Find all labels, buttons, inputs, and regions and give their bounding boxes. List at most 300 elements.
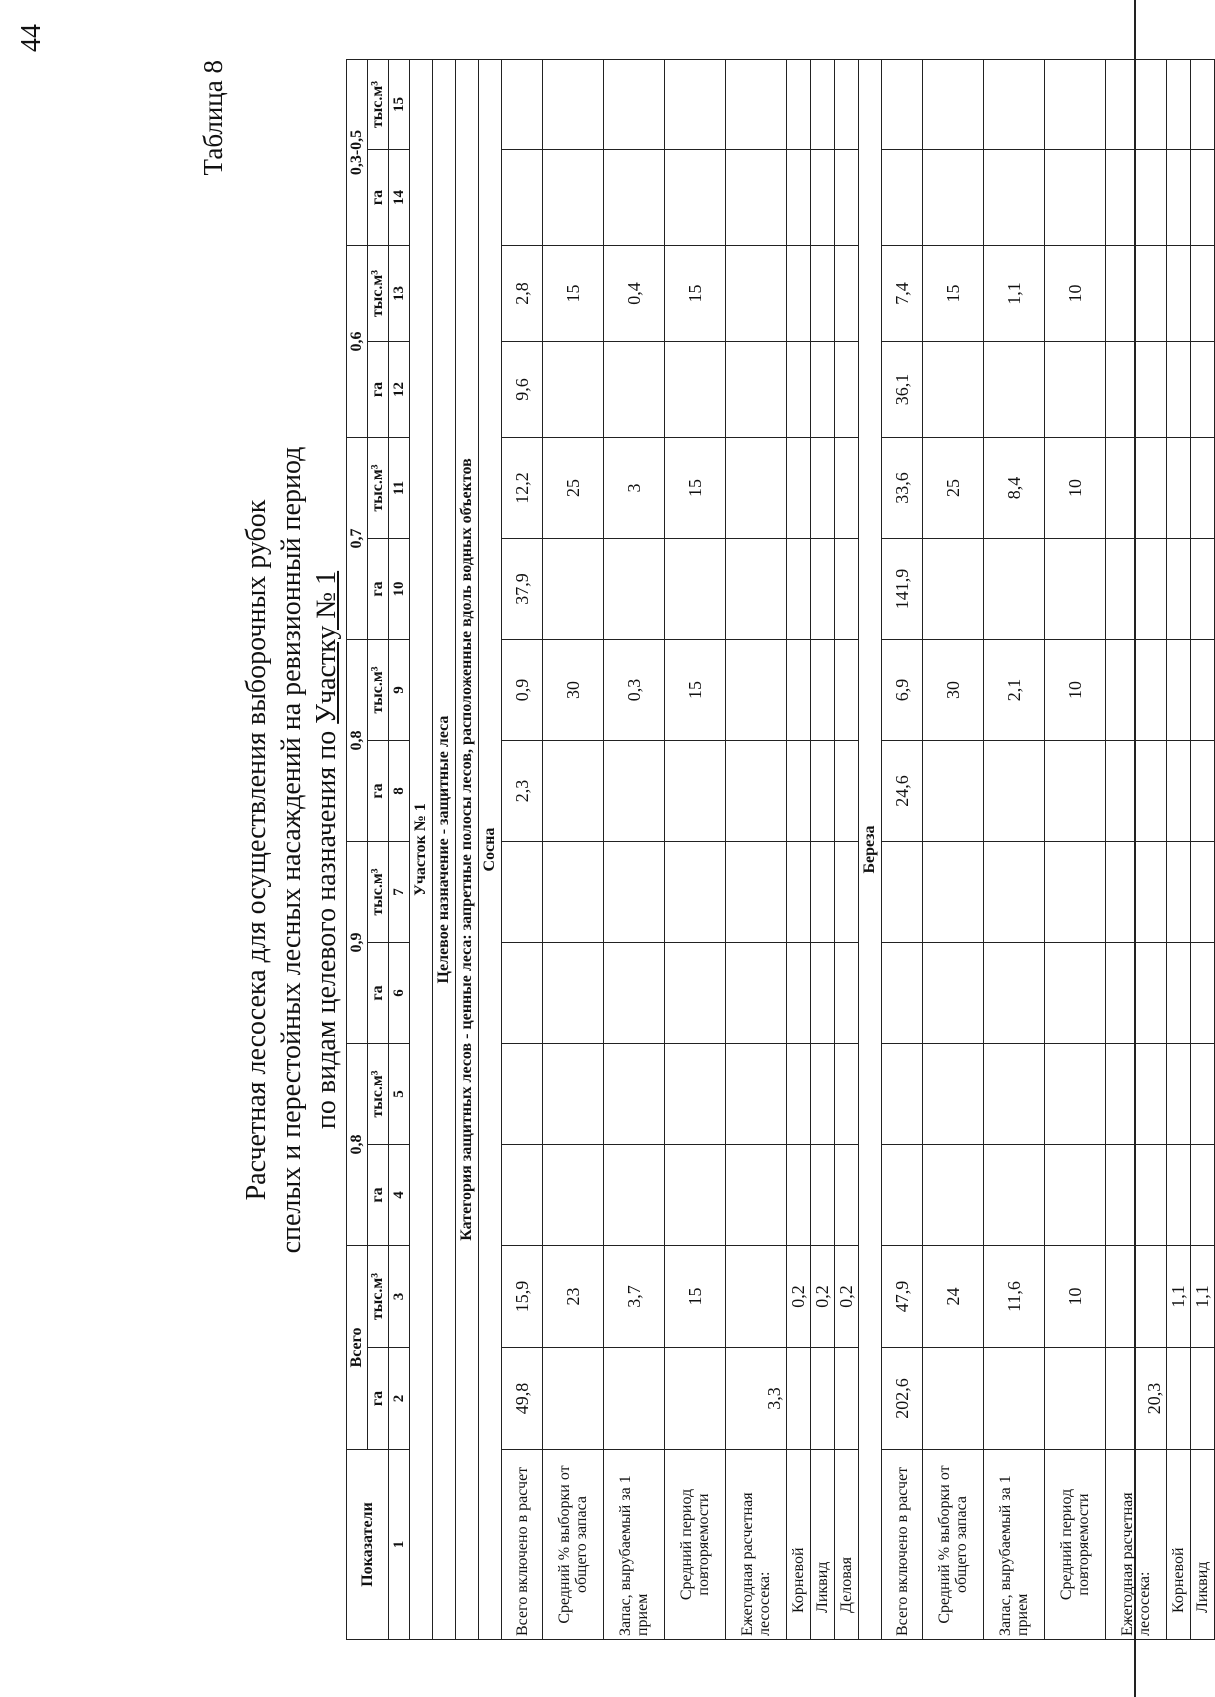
table-cell (1106, 842, 1167, 943)
column-number: 9 (389, 640, 410, 741)
table-cell (835, 842, 859, 943)
table-cell (1191, 943, 1215, 1044)
table-cell (726, 640, 787, 741)
row-label: Корневой (1167, 1450, 1191, 1640)
table-cell (984, 1145, 1045, 1246)
table-cell (787, 150, 811, 246)
unit-vol: тыс.м³ (368, 640, 389, 741)
table-cell (1167, 246, 1191, 342)
table-row (726, 59, 787, 1639)
table-cell: 20,3 (1106, 1348, 1167, 1450)
section-category: Категория защитных лесов - ценные леса: запретные полосы лесов, расположенные вдоль водных объектов (456, 59, 479, 1639)
row-label: Деловая (835, 1450, 859, 1640)
table-cell (1045, 1044, 1106, 1145)
table-cell (1191, 539, 1215, 640)
table-cell (604, 943, 665, 1044)
unit-ha: га (368, 342, 389, 438)
table-cell: 15,9 (502, 1246, 543, 1348)
title-line-2: спелых и перестойных лесных насаждений на ревизионный период (276, 446, 307, 1254)
header-group-5: 0,6 (347, 246, 368, 438)
table-cell (1191, 1044, 1215, 1145)
table-cell (1106, 741, 1167, 842)
unit-ha: га (368, 539, 389, 640)
table-cell (1191, 842, 1215, 943)
table-cell: 15 (923, 246, 984, 342)
table-cell (787, 539, 811, 640)
table-cell (502, 1145, 543, 1246)
title-line-3-underlined: Участку № 1 (311, 570, 342, 724)
table-cell (665, 943, 726, 1044)
table-cell (502, 59, 543, 149)
rotated-page-content (50, 60, 1212, 1640)
unit-ha: га (368, 741, 389, 842)
row-label: Запас, вырубаемый за 1 прием (984, 1450, 1045, 1640)
row-label: Средний % выборки от общего запаса (543, 1450, 604, 1640)
table-cell (1045, 342, 1106, 438)
table-cell (811, 1348, 835, 1450)
table-cell: 202,6 (882, 1348, 923, 1450)
title-line-1: Расчетная лесосека для осуществления выборочных рубок (241, 499, 272, 1201)
table-cell (726, 539, 787, 640)
table-cell (1106, 1145, 1167, 1246)
table-cell (502, 943, 543, 1044)
table-cell (1191, 741, 1215, 842)
table-cell: 15 (543, 246, 604, 342)
column-number: 3 (389, 1246, 410, 1348)
table-cell (811, 246, 835, 342)
unit-vol: тыс.м³ (368, 59, 389, 149)
table-cell (665, 150, 726, 246)
table-cell (811, 150, 835, 246)
table-cell (726, 1044, 787, 1145)
unit-ha: га (368, 1145, 389, 1246)
table-cell (726, 150, 787, 246)
table-cell (811, 438, 835, 539)
table-cell (665, 1348, 726, 1450)
table-cell (1045, 59, 1106, 149)
table-cell (787, 741, 811, 842)
row-label: Ликвид (1191, 1450, 1215, 1640)
table-cell (1106, 438, 1167, 539)
table-cell: 0,3 (604, 640, 665, 741)
table-cell (1167, 943, 1191, 1044)
table-cell (1106, 59, 1167, 149)
table-cell (1167, 342, 1191, 438)
table-cell (604, 842, 665, 943)
header-row-column-numbers (389, 59, 410, 1639)
table-cell (787, 1145, 811, 1246)
table-cell (543, 943, 604, 1044)
table-cell (787, 246, 811, 342)
table-cell (923, 59, 984, 149)
table-cell (835, 438, 859, 539)
table-cell (604, 1044, 665, 1145)
species-row (479, 59, 502, 1639)
header-row-groups (347, 59, 368, 1639)
table-cell (1045, 741, 1106, 842)
row-label: Запас, вырубаемый за 1 прием (604, 1450, 665, 1640)
table-cell: 3,7 (604, 1246, 665, 1348)
table-cell (543, 59, 604, 149)
table-cell (726, 342, 787, 438)
table-cell: 1,1 (1167, 1246, 1191, 1348)
header-group-2: 0,9 (347, 842, 368, 1044)
table-row (787, 59, 811, 1639)
unit-vol: тыс.м³ (368, 1246, 389, 1348)
section-category-row (456, 59, 479, 1639)
table-cell (1191, 150, 1215, 246)
table-cell (811, 741, 835, 842)
table-cell: 3 (604, 438, 665, 539)
row-label: Корневой (787, 1450, 811, 1640)
table-cell (835, 59, 859, 149)
cutting-area-table (346, 59, 1215, 1640)
table-cell (811, 342, 835, 438)
table-cell (1167, 1348, 1191, 1450)
table-cell: 1,1 (984, 246, 1045, 342)
column-number: 8 (389, 741, 410, 842)
table-cell: 49,8 (502, 1348, 543, 1450)
table-cell (835, 1145, 859, 1246)
table-cell (984, 539, 1045, 640)
table-row (835, 59, 859, 1639)
unit-ha: га (368, 943, 389, 1044)
table-cell (604, 342, 665, 438)
column-number: 15 (389, 59, 410, 149)
table-cell (835, 1348, 859, 1450)
row-label: Ликвид (811, 1450, 835, 1640)
table-cell (787, 59, 811, 149)
table-cell (543, 150, 604, 246)
table-cell (1106, 246, 1167, 342)
table-cell (1167, 539, 1191, 640)
table-cell (726, 59, 787, 149)
table-cell (604, 1145, 665, 1246)
table-cell (1167, 438, 1191, 539)
table-cell (787, 1044, 811, 1145)
column-number: 10 (389, 539, 410, 640)
table-cell: 1,1 (1191, 1246, 1215, 1348)
unit-vol: тыс.м³ (368, 842, 389, 943)
species-label: Сосна (479, 59, 502, 1639)
unit-ha: га (368, 150, 389, 246)
table-cell (787, 640, 811, 741)
table-cell (1167, 640, 1191, 741)
table-cell (1167, 150, 1191, 246)
table-cell (835, 1044, 859, 1145)
table-cell: 25 (543, 438, 604, 539)
table-cell (835, 943, 859, 1044)
table-cell (787, 842, 811, 943)
table-cell (543, 539, 604, 640)
table-cell: 15 (665, 438, 726, 539)
table-cell (882, 1145, 923, 1246)
row-label: Средний период повторяемости (1045, 1450, 1106, 1640)
table-row (1191, 59, 1215, 1639)
section-site-row (410, 59, 433, 1639)
table-cell (984, 1044, 1045, 1145)
table-cell (604, 741, 665, 842)
table-cell: 10 (1045, 640, 1106, 741)
table-row (1106, 59, 1167, 1639)
table-row (604, 59, 665, 1639)
table-cell (835, 539, 859, 640)
header-group-3: 0,8 (347, 640, 368, 842)
table-cell (604, 59, 665, 149)
table-cell (984, 59, 1045, 149)
table-cell (1045, 150, 1106, 246)
table-cell (835, 640, 859, 741)
table-row (543, 59, 604, 1639)
table-cell (726, 943, 787, 1044)
header-group-6: 0,3-0,5 (347, 59, 368, 245)
table-cell (1106, 943, 1167, 1044)
table-cell: 8,4 (984, 438, 1045, 539)
table-cell (923, 943, 984, 1044)
table-cell (502, 842, 543, 943)
table-cell (665, 539, 726, 640)
table-cell: 23 (543, 1246, 604, 1348)
table-cell (1167, 741, 1191, 842)
table-cell (882, 150, 923, 246)
table-cell (1167, 59, 1191, 149)
table-cell: 7,4 (882, 246, 923, 342)
table-cell (604, 539, 665, 640)
section-site: Участок № 1 (410, 59, 433, 1639)
table-cell (923, 1348, 984, 1450)
header-group-4: 0,7 (347, 438, 368, 640)
table-cell: 0,4 (604, 246, 665, 342)
table-cell (811, 842, 835, 943)
unit-ha: га (368, 1348, 389, 1450)
table-cell: 2,8 (502, 246, 543, 342)
table-cell (665, 741, 726, 842)
table-cell: 36,1 (882, 342, 923, 438)
row-label: Средний % выборки от общего запаса (923, 1450, 984, 1640)
table-cell: 30 (923, 640, 984, 741)
table-cell (1191, 1145, 1215, 1246)
table-cell (984, 741, 1045, 842)
table-cell (811, 943, 835, 1044)
table-cell (1191, 246, 1215, 342)
table-cell (882, 842, 923, 943)
table-cell (1045, 539, 1106, 640)
table-cell (1045, 1145, 1106, 1246)
row-label: Всего включено в расчет (502, 1450, 543, 1640)
table-label: Таблица 8 (198, 60, 228, 176)
header-group-1: 0,8 (347, 1044, 368, 1246)
species-row (859, 59, 882, 1639)
table-cell (923, 842, 984, 943)
table-cell (984, 342, 1045, 438)
section-purpose-row (433, 59, 456, 1639)
unit-vol: тыс.м³ (368, 246, 389, 342)
unit-vol: тыс.м³ (368, 1044, 389, 1145)
table-cell (1167, 842, 1191, 943)
table-cell (787, 943, 811, 1044)
table-cell (1106, 539, 1167, 640)
table-cell (726, 842, 787, 943)
table-cell (1045, 943, 1106, 1044)
column-number: 1 (389, 1450, 410, 1640)
table-cell (1045, 1348, 1106, 1450)
table-cell (665, 1145, 726, 1246)
table-cell (502, 150, 543, 246)
table-cell: 0,2 (835, 1246, 859, 1348)
table-cell: 10 (1045, 1246, 1106, 1348)
table-cell (726, 1145, 787, 1246)
table-cell: 11,6 (984, 1246, 1045, 1348)
table-cell (811, 1044, 835, 1145)
table-cell (811, 640, 835, 741)
column-number: 11 (389, 438, 410, 539)
table-cell (835, 150, 859, 246)
table-row (502, 59, 543, 1639)
table-cell (1106, 342, 1167, 438)
table-cell (882, 1044, 923, 1145)
table-cell (726, 1246, 787, 1348)
table-cell (1106, 1044, 1167, 1145)
table-cell (502, 1044, 543, 1145)
row-label: Ежегодная расчетная лесосека: (726, 1450, 787, 1640)
page-number: 44 (16, 24, 47, 52)
table-cell (1045, 842, 1106, 943)
table-cell (543, 1044, 604, 1145)
table-row (665, 59, 726, 1639)
row-label: Ежегодная расчетная лесосека: (1106, 1450, 1167, 1640)
table-cell (923, 741, 984, 842)
species-label: Береза (859, 59, 882, 1639)
row-label: Всего включено в расчет (882, 1450, 923, 1640)
header-row-units (368, 59, 389, 1639)
header-total: Всего (347, 1246, 368, 1450)
table-cell: 33,6 (882, 438, 923, 539)
table-cell: 30 (543, 640, 604, 741)
table-cell (604, 150, 665, 246)
table-cell: 2,1 (984, 640, 1045, 741)
table-cell (1191, 342, 1215, 438)
table-cell (1191, 640, 1215, 741)
table-cell (787, 438, 811, 539)
table-cell: 47,9 (882, 1246, 923, 1348)
table-cell: 15 (665, 640, 726, 741)
table-cell (882, 943, 923, 1044)
table-cell: 37,9 (502, 539, 543, 640)
table-cell: 0,2 (787, 1246, 811, 1348)
table-cell (665, 1044, 726, 1145)
table-cell (923, 1044, 984, 1145)
table-cell: 15 (665, 1246, 726, 1348)
table-cell (882, 59, 923, 149)
table-cell (665, 59, 726, 149)
table-cell (543, 842, 604, 943)
table-cell (1191, 59, 1215, 149)
table-cell (1106, 150, 1167, 246)
table-cell (835, 342, 859, 438)
table-cell (1167, 1044, 1191, 1145)
column-number: 12 (389, 342, 410, 438)
table-cell: 10 (1045, 438, 1106, 539)
column-number: 14 (389, 150, 410, 246)
table-cell (787, 342, 811, 438)
table-cell: 6,9 (882, 640, 923, 741)
unit-vol: тыс.м³ (368, 438, 389, 539)
table-cell (835, 246, 859, 342)
column-number: 6 (389, 943, 410, 1044)
column-number: 2 (389, 1348, 410, 1450)
table-cell: 9,6 (502, 342, 543, 438)
table-row (882, 59, 923, 1639)
table-cell: 15 (665, 246, 726, 342)
table-row (811, 59, 835, 1639)
table-cell (665, 842, 726, 943)
header-indicator: Показатели (347, 1450, 389, 1640)
table-cell: 2,3 (502, 741, 543, 842)
table-cell: 24,6 (882, 741, 923, 842)
column-number: 5 (389, 1044, 410, 1145)
table-cell: 10 (1045, 246, 1106, 342)
table-cell (604, 1348, 665, 1450)
column-number: 4 (389, 1145, 410, 1246)
table-cell (1167, 1145, 1191, 1246)
table-cell (787, 1348, 811, 1450)
table-cell (923, 539, 984, 640)
table-cell: 3,3 (726, 1348, 787, 1450)
table-cell (726, 438, 787, 539)
table-cell (923, 150, 984, 246)
table-cell (543, 1348, 604, 1450)
table-cell (984, 842, 1045, 943)
section-purpose: Целевое назначение - защитные леса (433, 59, 456, 1639)
table-cell (726, 246, 787, 342)
table-cell (543, 1145, 604, 1246)
column-number: 7 (389, 842, 410, 943)
table-cell: 24 (923, 1246, 984, 1348)
table-cell (811, 1145, 835, 1246)
table-cell (543, 342, 604, 438)
table-cell (726, 741, 787, 842)
table-cell: 12,2 (502, 438, 543, 539)
table-cell (811, 539, 835, 640)
table-cell (1106, 640, 1167, 741)
table-row (1167, 59, 1191, 1639)
table-cell (923, 342, 984, 438)
table-row (923, 59, 984, 1639)
title-line-3-prefix: по видам целевого назначения по (311, 723, 342, 1130)
table-cell: 141,9 (882, 539, 923, 640)
table-cell (543, 741, 604, 842)
table-cell (835, 741, 859, 842)
table-cell (923, 1145, 984, 1246)
table-body (410, 59, 1215, 1639)
table-row (984, 59, 1045, 1639)
table-cell (1191, 438, 1215, 539)
table-cell (984, 150, 1045, 246)
title-line-3 (310, 60, 344, 1640)
table-cell (984, 943, 1045, 1044)
table-cell (811, 59, 835, 149)
table-cell (1191, 1348, 1215, 1450)
table-cell (1106, 1246, 1167, 1348)
table-row (1045, 59, 1106, 1639)
table-cell (984, 1348, 1045, 1450)
table-cell: 0,9 (502, 640, 543, 741)
row-label: Средний период повторяемости (665, 1450, 726, 1640)
table-cell: 25 (923, 438, 984, 539)
column-number: 13 (389, 246, 410, 342)
table-cell: 0,2 (811, 1246, 835, 1348)
table-cell (665, 342, 726, 438)
